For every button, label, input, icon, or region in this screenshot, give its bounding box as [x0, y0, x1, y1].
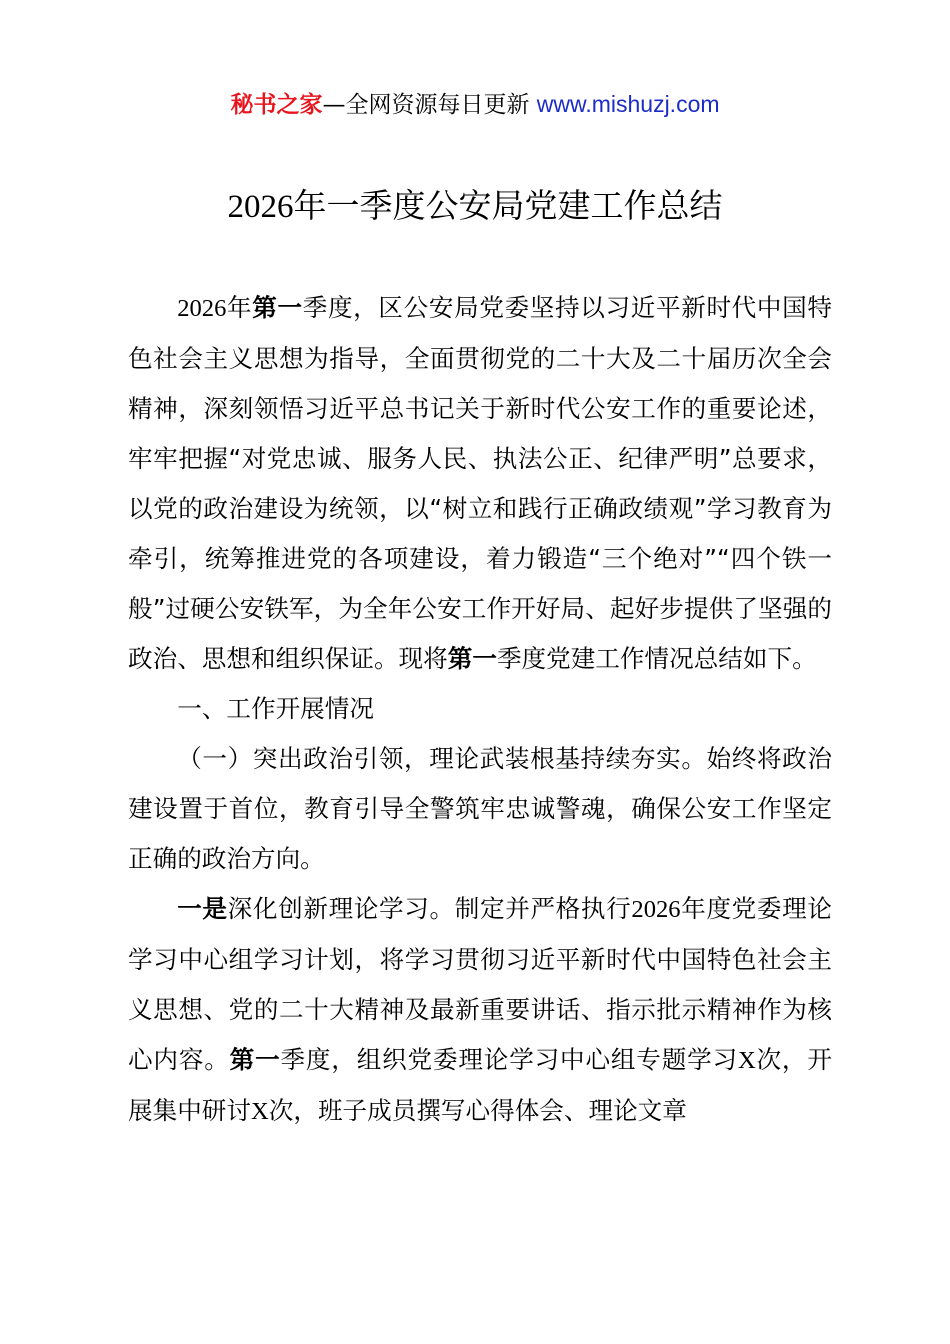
- intro-paragraph: [128, 283, 832, 684]
- brand-name: 秘书之家: [230, 92, 323, 118]
- intro-text-3: 季度党建工作情况总结如下。: [496, 644, 817, 673]
- item-x-2: X: [250, 1098, 269, 1125]
- item-x-1: X: [737, 1047, 756, 1074]
- item-bold-1: 一是: [177, 894, 228, 923]
- item-text-3: 季度，组织党委理论学习中心组专题学习: [280, 1045, 738, 1074]
- item-text-1: 深化创新理论学习。制定并严格执行: [227, 894, 632, 923]
- site-url-link[interactable]: www.mishuzj.com: [536, 91, 720, 117]
- item-paragraph: [128, 884, 832, 1137]
- item-text-4: 次，开展集中研讨: [128, 1045, 832, 1125]
- title-year: 2026: [227, 189, 294, 225]
- intro-text-2: 季度，区公安局党委坚持以习近平新时代中国特色社会主义思想为指导，全面贯彻党的二十大及二十届历次全会精神，深刻领悟习近平总书记关于新时代公安工作的重要论述，牢牢把握“对党忠诚、服务人民、执法公正、纪律严明”总要求，以党的政治建设为统领，以“树立和践行正确政绩观”学习教育为牵引，统筹推进党的各项建设，着力锻造“三个绝对”“四个铁一般”过硬公安铁军，为全年公安工作开好局、起好步提供了坚强的政治、思想和组织保证。现将: [128, 293, 832, 673]
- item-text-2: 年度党委理论学习中心组学习计划，将学习贯彻习近平新时代中国特色社会主义思想、党的二十大精神及最新重要讲话、指示批示精神作为核心内容。: [128, 894, 832, 1074]
- intro-bold-2: 第一: [447, 644, 497, 673]
- item-year: 2026: [631, 896, 681, 923]
- section-heading: 一、工作开展情况: [177, 694, 374, 723]
- header-tagline: —全网资源每日更新: [322, 92, 537, 118]
- document-title: [0, 183, 950, 230]
- item-text-5: 次，班子成员撰写心得体会、理论文章: [268, 1096, 687, 1125]
- title-text: 年一季度公安局党建工作总结: [293, 186, 723, 225]
- subsection-paragraph: （一）突出政治引领，理论武装根基持续夯实。始终将政治建设置于首位，教育引导全警筑牢忠诚警魂，确保公安工作坚定正确的政治方向。: [128, 744, 832, 873]
- intro-year: 2026: [177, 295, 227, 322]
- intro-text-1: 年: [226, 293, 253, 322]
- intro-bold-1: 第一: [252, 293, 303, 322]
- site-header: [0, 88, 950, 121]
- item-bold-2: 第一: [229, 1045, 281, 1074]
- document-body: [128, 283, 832, 1137]
